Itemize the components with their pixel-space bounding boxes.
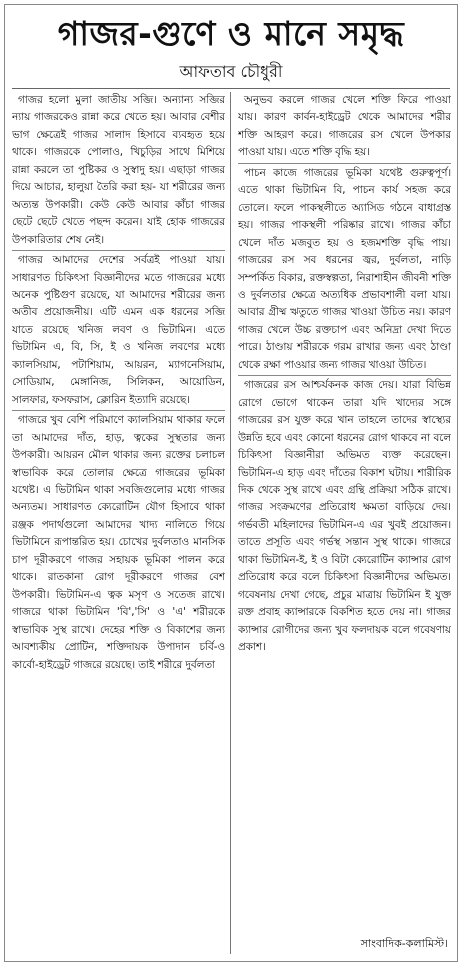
column-divider — [230, 92, 231, 954]
paragraph: গাজরে খুব বেশি পরিমাণে ক্যালসিয়াম থাকার ফলে তা আমাদের দাঁত, হাড়, ত্বকের সুস্থতার জন্য উপকারী। আয়রন মৌল থাকার জন্য রক্তের চলাচল স্বাভাবিক করে তোলার ক্ষেত্রে গাজরের ভূমিকা যথেষ্ট। এ ভিটামিন থাকা সবজিগুলোর মধ্যে গাজর অন্যতম। সাধারণত ক্যেরোটিন যৌগ হিসাবে থাকা রঞ্জক পদার্থগুলো আমাদের খাদ্য নালিতে গিয়ে ভিটামিনে রূপান্তরিত হয়। চোখের দুর্বলতাও মানসিক চাপ দূরীকরণে গাজর সহায়ক ভূমিকা পালন করে থাকে। রাতকানা রোগ দূরীকরণে গাজর বেশ উপকারী। ভিটামিন-এ ত্বক মসৃণ ও সতেজ রাখে। গাজরে থাকা ভিটামিন 'বি','সি' ও 'এ' শরীরকে স্বাভাবিক সুস্থ রাখে। দেহের শক্তি ও বিকাশের জন্য আবশ্যকীয় প্রোটিন, শক্তিদায়ক উপাদান চর্বি-ও কার্বো-হাইড্রেট গাজরে রয়েছে। তাই শরীরে দুর্বলতা — [12, 414, 225, 671]
paragraph-separator — [238, 375, 451, 376]
author-byline: আফতাব চৌধুরী — [179, 62, 283, 81]
author-signature: সাংবাদিক-কলামিস্ট। — [360, 937, 448, 950]
article-title: গাজর-গুণে ও মানে সমৃদ্ধ — [57, 14, 405, 53]
paragraph: গাজরের রস আশ্চর্যকনক কাজ দেয়। যারা বিভিন্ন রোগে ভোগে থাকেন তারা যদি খাদ্যের সঙ্গে গাজরের রস যুক্ত করে খান তাহলে তাদের স্বাস্থ্যের উন্নতি হবে এবং কোনো ধরনের রোগ থাকবে না বলে চিকিৎসা বিজ্ঞানীরা অভিমত ব্যক্ত করেছেন। ভিটামিন-এ হাড় এবং দাঁতের বিকাশ ঘটায়। শারীরিক দিক থেকে সুস্থ রাখে এবং গ্রন্থি প্রক্রিয়া সঠিক রাখে। গাজর সংক্রমণের প্রতিরোধ ক্ষমতা বাড়িয়ে দেয়। গর্ভবতী মহিলাদের ভিটামিন-এ এর খুবই প্রয়োজন। তাতে প্রসূতি এবং গর্ভস্থ সন্তান সুস্থ থাকে। গাজরে থাকা ভিটামিন-ই, ই ও বিটা ক্যেরোটিন ক্যান্সার রোগ প্রতিরোধ করে বলে চিকিৎসা বিজ্ঞানীদের অভিমত। গবেষনায় দেখা গেছে, প্রচুর মাত্রায় ভিটামিন ই যুক্ত রক্ত প্রবাহ ক্যান্সারকে বিকশিত হতে দেয় না। গাজর ক্যান্সার রোগীদের জন্য খুব ফলদায়ক বলে গবেষণায় প্রকাশ। — [238, 379, 451, 654]
paragraph-separator — [238, 163, 451, 164]
header-rule — [12, 88, 450, 89]
paragraph-separator — [12, 250, 225, 251]
paragraph-separator — [12, 410, 225, 411]
left-column — [12, 92, 225, 962]
paragraph: পাচন কাজে গাজরের ভূমিকা যথেষ্ট গুরুত্বপূর্ণ। এতে থাকা ভিটামিন বি, পাচন কার্য সহজ করে তোলে। ফলে পাকস্থলীতে অ্যাসিড গঠনে বাধাগ্রস্ত হয়। গাজর পাকস্থলী পরিষ্কার রাখে। গাজর কাঁচা খেলে দাঁত মজবুত হয় ও হজমশক্তি বৃদ্ধি পায়। গাজরের রস সব ধরনের জ্বর, দুর্বলতা, নাড়ি সম্পর্কিত বিকার, রক্তস্বল্পতা, নিরাশাহীন জীবনী শক্তি ও দুর্বলতার ক্ষেত্রে অত্যধিক প্রভাবশালী বলা যায়। আবার গ্রীষ্ম ঋতুতে গাজর খাওয়া উচিত নয়। কারণ গাজর খেলে উচ্চ রক্তচাপ এবং অনিদ্রা দেখা দিতে পারে। ঠাণ্ডায় শরীরকে গরম রাখার জন্য এবং ঠাণ্ডা থেকে রক্ষা পাওয়ার জন্য গাজর খাওয়া উচিত। — [238, 166, 451, 371]
paragraph: গাজর হলো মুলা জাতীয় সব্জি। অন্যান্য সব্জির ন্যায় গাজরকেও রান্না করে খেতে হয়। আবার বেশীর ভাগ ক্ষেত্রেই গাজর সালাদ হিসাবে ব্যবহৃত হয়ে থাকে। গাজরকে পোলাও, খিচুড়ির সাথে মিশিয়ে রান্না করলে তা পুষ্টিকর ও সুস্বাদু হয়। এছাড়া গাজর দিয়ে আচার, হালুয়া তৈরি করা হয়- যা শরীরের জন্য অত্যন্ত উপকারী। কেউ কেউ আবার কাঁচা গাজর ছেটে ছেটে খেতে পছন্দ করেন। যাই হোক গাজরের উপকারিতার শেষ নেই। — [12, 94, 225, 246]
right-column — [238, 92, 451, 932]
paragraph: অনুভব করলে গাজর খেলে শক্তি ফিরে পাওয়া যায়। কারণ কার্বন-হাইড্রেট থেকে আমাদের শরীর শক্তি আহরণ করে। গাজরের রস খেলে উপকার পাওয়া যায়। এতে শক্তি বৃদ্ধি হয়। — [238, 94, 451, 159]
paragraph: গাজর আমাদের দেশের সর্বত্রই পাওয়া যায়। সাধারণত চিকিৎসা বিজ্ঞানীদের মতে গাজরের মধ্যে অনেক পুষ্টিগুণ রয়েছে, যা আমাদের শরীরের জন্য অতীব প্রয়োজনীয়। এটি এমন এক ধরনের সব্জি যাতে রয়েছে খনিজ লবণ ও ভিটামিন। এতে ভিটামিন এ, বি, সি, ই ও খনিজ লবণের মধ্যে ক্যালসিয়াম, পটাশিয়াম, আয়রন, ম্যাগনেসিয়াম, সোডিয়াম, মেঙ্গানিজ, সিলিকন, আয়োডিন, সালফার, ফসফরাস, ক্লোরিন ইত্যাদি রয়েছে। — [12, 254, 225, 406]
